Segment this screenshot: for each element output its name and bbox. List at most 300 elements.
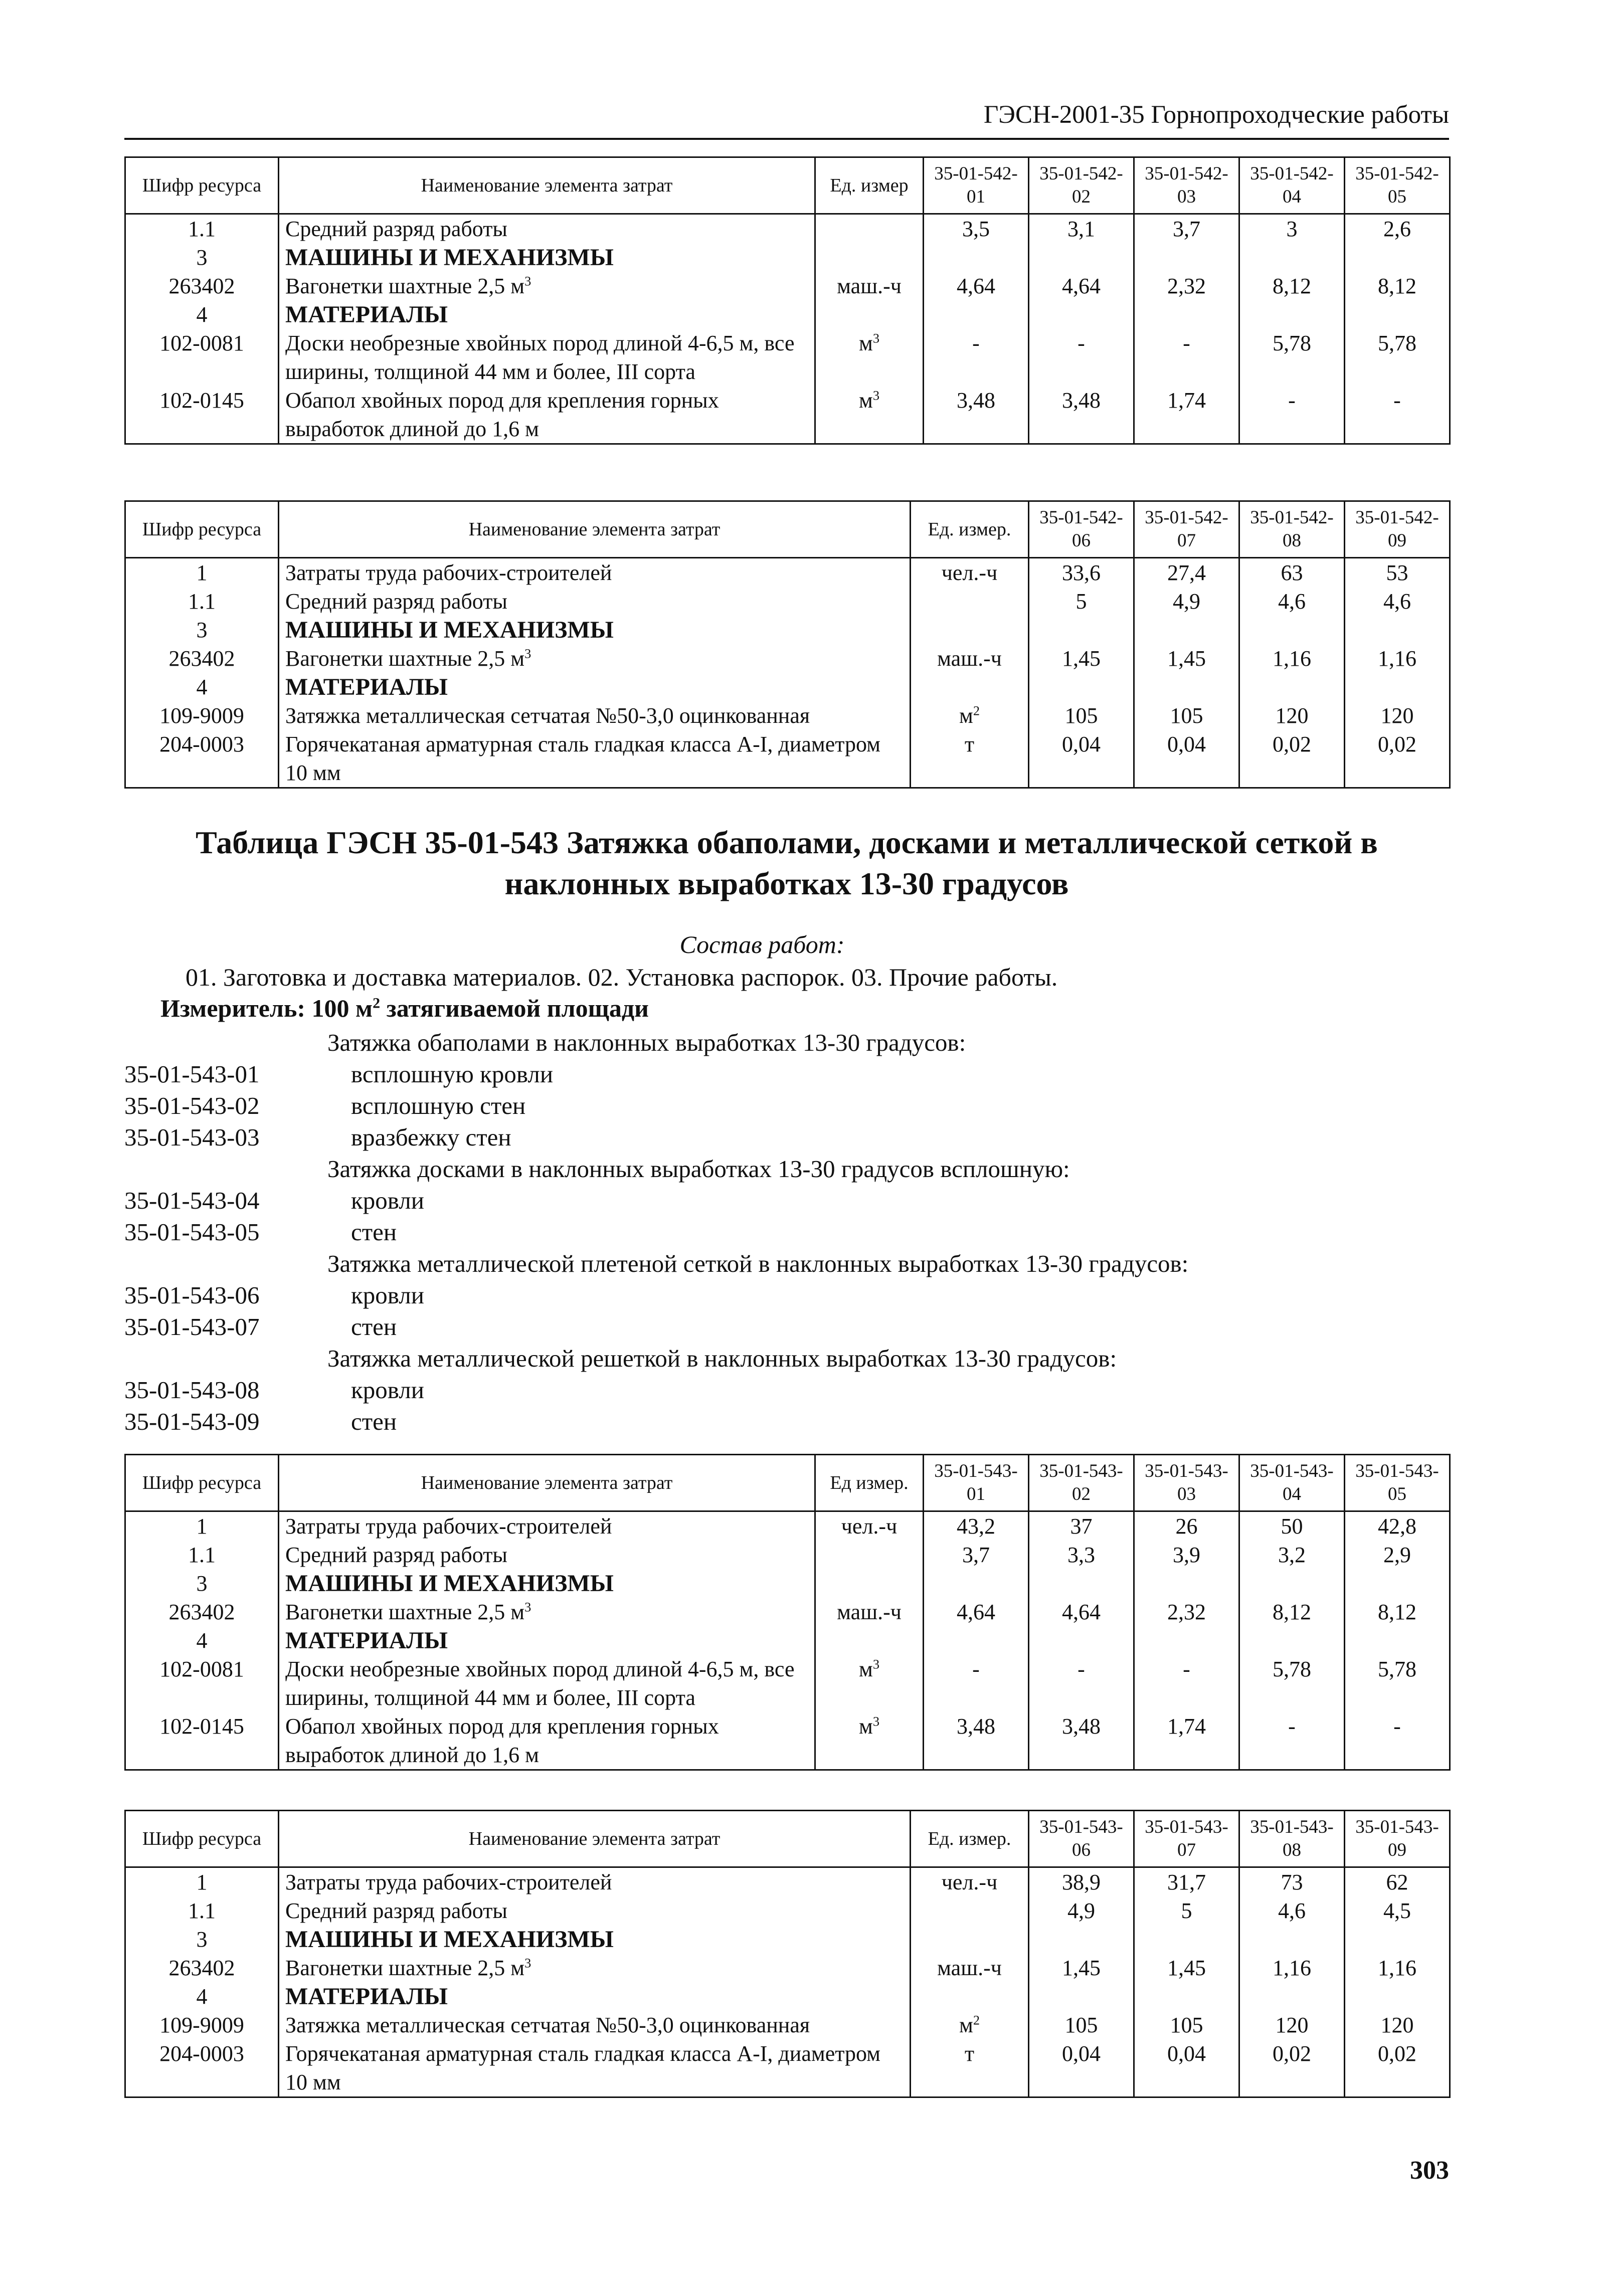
value-cell <box>1239 1982 1345 2011</box>
resource-name <box>279 1655 815 1712</box>
table-row <box>125 1511 1450 1541</box>
table-row <box>125 1598 1450 1626</box>
resource-code: 4 <box>125 673 279 701</box>
value-cell: 105 <box>1029 2011 1134 2039</box>
variant-text: вразбежку стен <box>351 1123 511 1151</box>
resource-code: 102-0145 <box>125 386 279 444</box>
value-cell: 8,12 <box>1239 1598 1345 1626</box>
unit-cell <box>911 616 1029 644</box>
table-row <box>125 730 1450 788</box>
unit-cell: маш.-ч <box>911 644 1029 673</box>
value-cell: - <box>1239 386 1345 444</box>
variant-item <box>124 1374 1449 1406</box>
table-row <box>125 1954 1450 1982</box>
superscript: 3 <box>872 1656 880 1672</box>
resource-code: 1.1 <box>125 1896 279 1925</box>
variant-text: кровли <box>351 1376 424 1404</box>
table-title: Таблица ГЭСН 35-01-543 Затяжка обаполами, досками и металлической сеткой в наклонных выработках 13-30 градусов <box>196 825 1378 901</box>
resource-name-text: Доски необрезные хвойных пород длиной 4-6,5 м, все ширины, толщиной 44 мм и более, III сорта <box>285 1657 795 1710</box>
unit-cell <box>911 1896 1029 1925</box>
resource-code: 102-0081 <box>125 329 279 386</box>
col-header-variant: 35-01-543-03 <box>1134 1455 1239 1511</box>
resource-code: 263402 <box>125 272 279 300</box>
value-cell <box>1345 1982 1450 2011</box>
resource-code: 4 <box>125 1982 279 2011</box>
value-cell: 1,74 <box>1134 1712 1239 1770</box>
resource-name-text: Вагонетки шахтные 2,5 м <box>285 274 525 298</box>
resource-code: 1 <box>125 1511 279 1541</box>
resource-name-text: Средний разряд работы <box>285 589 507 614</box>
unit-text: м <box>858 1657 873 1681</box>
group-row <box>125 673 1450 701</box>
group-heading: МАШИНЫ И МЕХАНИЗМЫ <box>279 616 911 644</box>
value-cell <box>1134 1982 1239 2011</box>
unit-text: м <box>959 2013 973 2037</box>
value-cell <box>1239 616 1345 644</box>
value-cell: - <box>1029 329 1134 386</box>
value-cell: 8,12 <box>1239 272 1345 300</box>
group-row <box>125 616 1450 644</box>
value-cell: 105 <box>1134 701 1239 730</box>
variant-code: 35-01-543-09 <box>124 1408 260 1435</box>
value-cell <box>924 1626 1029 1655</box>
value-cell: 33,6 <box>1029 558 1134 588</box>
resource-code: 102-0145 <box>125 1712 279 1770</box>
value-cell: 0,02 <box>1345 730 1450 788</box>
group-heading: МАТЕРИАЛЫ <box>279 1982 911 2011</box>
variant-item <box>124 1058 1449 1090</box>
col-header-variant: 35-01-542-03 <box>1134 157 1239 214</box>
value-cell <box>1134 1925 1239 1954</box>
resource-name <box>279 1896 911 1925</box>
variant-item <box>124 1090 1449 1121</box>
variant-text: стен <box>351 1313 397 1341</box>
value-cell <box>1345 1569 1450 1598</box>
resource-name-text: Вагонетки шахтные 2,5 м <box>285 1600 525 1624</box>
superscript: 3 <box>524 273 531 289</box>
superscript: 3 <box>524 646 531 661</box>
group-heading: МАТЕРИАЛЫ <box>279 300 815 329</box>
variant-group-text: Затяжка металлической решеткой в наклонных выработках 13-30 градусов: <box>327 1345 1117 1372</box>
variant-code: 35-01-543-08 <box>124 1376 260 1404</box>
superscript: 3 <box>524 1599 531 1615</box>
variant-item <box>124 1279 1449 1311</box>
value-cell: 4,9 <box>1029 1896 1134 1925</box>
col-header-unit: Ед измер. <box>815 1455 924 1511</box>
value-cell: 26 <box>1134 1511 1239 1541</box>
variant-text: кровли <box>351 1281 424 1309</box>
value-cell <box>1239 673 1345 701</box>
value-cell: 4,5 <box>1345 1896 1450 1925</box>
value-cell <box>1239 1569 1345 1598</box>
resource-code: 4 <box>125 1626 279 1655</box>
col-header-code: Шифр ресурса <box>125 157 279 214</box>
col-header-variant: 35-01-542-02 <box>1029 157 1134 214</box>
variant-group-heading <box>124 1343 1449 1374</box>
value-cell: 3,48 <box>924 386 1029 444</box>
value-cell: 0,02 <box>1345 2039 1450 2097</box>
value-cell: 3,2 <box>1239 1541 1345 1569</box>
table-row <box>125 587 1450 616</box>
table-row <box>125 214 1450 244</box>
value-cell: 73 <box>1239 1867 1345 1897</box>
table-row <box>125 1867 1450 1897</box>
resource-name <box>279 214 815 244</box>
resource-name <box>279 2011 911 2039</box>
header-rule <box>124 138 1449 140</box>
col-header-code: Шифр ресурса <box>125 1811 279 1867</box>
table-row <box>125 272 1450 300</box>
resource-name-text: Затяжка металлическая сетчатая №50-3,0 оцинкованная <box>285 703 810 728</box>
resource-name-text: Горячекатаная арматурная сталь гладкая класса А-I, диаметром 10 мм <box>285 2041 881 2094</box>
value-cell: 4,64 <box>1029 272 1134 300</box>
value-cell: 4,6 <box>1239 1896 1345 1925</box>
value-cell: 8,12 <box>1345 272 1450 300</box>
variant-code: 35-01-543-05 <box>124 1218 260 1246</box>
col-header-unit: Ед. измер. <box>911 1811 1029 1867</box>
unit-cell <box>815 1626 924 1655</box>
resource-name-text: Затраты труда рабочих-строителей <box>285 560 612 585</box>
table-row <box>125 1655 1450 1712</box>
value-cell: - <box>1239 1712 1345 1770</box>
variant-item <box>124 1406 1449 1437</box>
group-row <box>125 1982 1450 2011</box>
unit-text: м <box>959 703 973 728</box>
col-header-variant: 35-01-543-01 <box>924 1455 1029 1511</box>
value-cell: 2,6 <box>1345 214 1450 244</box>
value-cell <box>1134 616 1239 644</box>
value-cell <box>1134 243 1239 272</box>
value-cell <box>1029 673 1134 701</box>
col-header-unit: Ед. измер <box>815 157 924 214</box>
value-cell <box>1345 616 1450 644</box>
value-cell: 3 <box>1239 214 1345 244</box>
value-cell: 0,04 <box>1029 2039 1134 2097</box>
value-cell: 53 <box>1345 558 1450 588</box>
group-heading: МАТЕРИАЛЫ <box>279 1626 815 1655</box>
meter-line <box>160 994 649 1023</box>
col-header-variant: 35-01-542-09 <box>1345 501 1450 558</box>
col-header-variant: 35-01-542-08 <box>1239 501 1345 558</box>
resource-name-text: Доски необрезные хвойных пород длиной 4-6,5 м, все ширины, толщиной 44 мм и более, III сорта <box>285 331 795 384</box>
resource-table-543-a <box>124 1454 1451 1771</box>
unit-cell <box>815 386 924 444</box>
resource-name-text: Средний разряд работы <box>285 1898 507 1923</box>
col-header-variant: 35-01-542-05 <box>1345 157 1450 214</box>
resource-name <box>279 272 815 300</box>
col-header-variant: 35-01-543-05 <box>1345 1455 1450 1511</box>
resource-table-543-b <box>124 1810 1451 2098</box>
value-cell: - <box>1134 1655 1239 1712</box>
value-cell <box>1029 1982 1134 2011</box>
resource-code: 1 <box>125 558 279 588</box>
superscript: 3 <box>872 1713 880 1729</box>
unit-cell <box>815 1712 924 1770</box>
value-cell <box>1029 243 1134 272</box>
resource-name-text: Обапол хвойных пород для крепления горных выработок длиной до 1,6 м <box>285 388 719 441</box>
value-cell: 120 <box>1239 2011 1345 2039</box>
unit-cell <box>911 701 1029 730</box>
unit-cell: чел.-ч <box>911 558 1029 588</box>
value-cell: - <box>1345 386 1450 444</box>
resource-name <box>279 1867 911 1897</box>
unit-cell: чел.-ч <box>911 1867 1029 1897</box>
col-header-code: Шифр ресурса <box>125 1455 279 1511</box>
table-row <box>125 701 1450 730</box>
value-cell: 120 <box>1345 701 1450 730</box>
variant-code: 35-01-543-01 <box>124 1060 260 1088</box>
table-row <box>125 386 1450 444</box>
value-cell: 3,48 <box>1029 1712 1134 1770</box>
value-cell: 5,78 <box>1345 329 1450 386</box>
variant-code: 35-01-543-07 <box>124 1313 260 1341</box>
resource-code: 102-0081 <box>125 1655 279 1712</box>
unit-text: м <box>858 331 873 355</box>
group-row <box>125 1569 1450 1598</box>
unit-cell <box>815 1655 924 1712</box>
value-cell: 4,9 <box>1134 587 1239 616</box>
value-cell: 1,16 <box>1345 1954 1450 1982</box>
table-row <box>125 2039 1450 2097</box>
value-cell: 4,6 <box>1239 587 1345 616</box>
col-header-unit: Ед. измер. <box>911 501 1029 558</box>
unit-cell <box>911 587 1029 616</box>
group-row <box>125 243 1450 272</box>
resource-code: 1.1 <box>125 587 279 616</box>
value-cell: 43,2 <box>924 1511 1029 1541</box>
value-cell <box>924 243 1029 272</box>
resource-table-542-a <box>124 156 1451 445</box>
variant-group-text: Затяжка обаполами в наклонных выработках 13-30 градусов: <box>327 1029 966 1056</box>
resource-name-text: Обапол хвойных пород для крепления горных выработок длиной до 1,6 м <box>285 1714 719 1767</box>
value-cell: 0,04 <box>1134 2039 1239 2097</box>
group-heading: МАШИНЫ И МЕХАНИЗМЫ <box>279 1925 911 1954</box>
resource-name-text: Затяжка металлическая сетчатая №50-3,0 оцинкованная <box>285 2013 810 2037</box>
value-cell: 5,78 <box>1239 329 1345 386</box>
meter-label: Измеритель: <box>160 994 306 1022</box>
value-cell: 38,9 <box>1029 1867 1134 1897</box>
col-header-variant: 35-01-543-06 <box>1029 1811 1134 1867</box>
resource-name-text: Вагонетки шахтные 2,5 м <box>285 646 525 671</box>
resource-code: 3 <box>125 243 279 272</box>
resource-code: 263402 <box>125 644 279 673</box>
value-cell <box>1134 673 1239 701</box>
value-cell: - <box>924 1655 1029 1712</box>
value-cell: 50 <box>1239 1511 1345 1541</box>
resource-code: 3 <box>125 1925 279 1954</box>
value-cell: - <box>1134 329 1239 386</box>
value-cell <box>1345 1626 1450 1655</box>
resource-code: 109-9009 <box>125 2011 279 2039</box>
variant-group-heading <box>124 1248 1449 1279</box>
value-cell: 2,32 <box>1134 1598 1239 1626</box>
value-cell: 0,04 <box>1029 730 1134 788</box>
table-row <box>125 1896 1450 1925</box>
value-cell: 0,02 <box>1239 2039 1345 2097</box>
value-cell: - <box>1345 1712 1450 1770</box>
value-cell: 62 <box>1345 1867 1450 1897</box>
value-cell: 0,04 <box>1134 730 1239 788</box>
group-heading: МАТЕРИАЛЫ <box>279 673 911 701</box>
group-row <box>125 1626 1450 1655</box>
resource-code: 1.1 <box>125 214 279 244</box>
value-cell: 3,5 <box>924 214 1029 244</box>
resource-name <box>279 1712 815 1770</box>
value-cell <box>924 1569 1029 1598</box>
value-cell <box>1239 243 1345 272</box>
value-cell: 27,4 <box>1134 558 1239 588</box>
value-cell: 3,7 <box>1134 214 1239 244</box>
value-cell <box>1029 616 1134 644</box>
variant-list <box>124 1027 1449 1437</box>
value-cell: 1,74 <box>1134 386 1239 444</box>
resource-code: 3 <box>125 616 279 644</box>
value-cell: 120 <box>1345 2011 1450 2039</box>
value-cell: 42,8 <box>1345 1511 1450 1541</box>
resource-name-text: Средний разряд работы <box>285 217 507 241</box>
col-header-name: Наименование элемента затрат <box>279 1811 911 1867</box>
resource-name <box>279 329 815 386</box>
variant-text: стен <box>351 1218 397 1246</box>
resource-name <box>279 1954 911 1982</box>
variant-text: всплошную кровли <box>351 1060 554 1088</box>
unit-cell: т <box>911 730 1029 788</box>
value-cell: 31,7 <box>1134 1867 1239 1897</box>
superscript: 3 <box>524 1955 531 1971</box>
value-cell <box>1029 1626 1134 1655</box>
group-heading: МАШИНЫ И МЕХАНИЗМЫ <box>279 243 815 272</box>
resource-code: 1 <box>125 1867 279 1897</box>
col-header-variant: 35-01-543-02 <box>1029 1455 1134 1511</box>
value-cell <box>1134 1626 1239 1655</box>
resource-name-text: Затраты труда рабочих-строителей <box>285 1870 612 1894</box>
value-cell: 1,45 <box>1029 644 1134 673</box>
unit-cell: маш.-ч <box>815 272 924 300</box>
resource-name <box>279 701 911 730</box>
variant-text: кровли <box>351 1187 424 1214</box>
value-cell <box>1239 1925 1345 1954</box>
composition-text: 01. Заготовка и доставка материалов. 02. Установка распорок. 03. Прочие работы. <box>186 963 1058 991</box>
col-header-variant: 35-01-543-07 <box>1134 1811 1239 1867</box>
resource-name <box>279 644 911 673</box>
value-cell: 0,02 <box>1239 730 1345 788</box>
value-cell: 1,45 <box>1134 644 1239 673</box>
value-cell <box>1134 300 1239 329</box>
resource-table-542-b <box>124 500 1451 789</box>
unit-text: м <box>858 1714 873 1739</box>
value-cell: 1,45 <box>1134 1954 1239 1982</box>
value-cell <box>1345 673 1450 701</box>
page-number: 303 <box>1410 2156 1449 2185</box>
resource-code: 204-0003 <box>125 2039 279 2097</box>
value-cell: 4,64 <box>1029 1598 1134 1626</box>
value-cell: 5 <box>1134 1896 1239 1925</box>
value-cell: 3,7 <box>924 1541 1029 1569</box>
value-cell <box>1134 1569 1239 1598</box>
col-header-name: Наименование элемента затрат <box>279 501 911 558</box>
value-cell: 4,6 <box>1345 587 1450 616</box>
resource-name <box>279 2039 911 2097</box>
resource-name <box>279 558 911 588</box>
unit-cell <box>815 1569 924 1598</box>
col-header-variant: 35-01-543-08 <box>1239 1811 1345 1867</box>
value-cell: 105 <box>1134 2011 1239 2039</box>
variant-item <box>124 1185 1449 1216</box>
resource-code: 3 <box>125 1569 279 1598</box>
value-cell <box>1345 300 1450 329</box>
resource-name <box>279 386 815 444</box>
resource-name <box>279 1541 815 1569</box>
value-cell: 4,64 <box>924 1598 1029 1626</box>
value-cell: 4,64 <box>924 272 1029 300</box>
group-row <box>125 1925 1450 1954</box>
value-cell <box>924 300 1029 329</box>
variant-group-heading <box>124 1153 1449 1185</box>
resource-code: 263402 <box>125 1954 279 1982</box>
resource-code: 4 <box>125 300 279 329</box>
unit-cell: чел.-ч <box>815 1511 924 1541</box>
value-cell <box>1345 243 1450 272</box>
value-cell: 1,16 <box>1239 1954 1345 1982</box>
variant-text: стен <box>351 1408 397 1435</box>
table-row <box>125 1712 1450 1770</box>
resource-code: 1.1 <box>125 1541 279 1569</box>
value-cell: 63 <box>1239 558 1345 588</box>
superscript: 3 <box>872 388 880 403</box>
composition-label: Состав работ: <box>679 930 845 959</box>
value-cell: 1,45 <box>1029 1954 1134 1982</box>
resource-code: 109-9009 <box>125 701 279 730</box>
table-row <box>125 558 1450 588</box>
value-cell <box>1029 1925 1134 1954</box>
group-heading: МАШИНЫ И МЕХАНИЗМЫ <box>279 1569 815 1598</box>
variant-code: 35-01-543-02 <box>124 1092 260 1119</box>
variant-group-text: Затяжка досками в наклонных выработках 13-30 градусов всплошную: <box>327 1155 1070 1183</box>
unit-cell <box>815 214 924 244</box>
variant-item <box>124 1121 1449 1153</box>
value-cell: 5,78 <box>1239 1655 1345 1712</box>
resource-name <box>279 730 911 788</box>
unit-cell <box>911 1925 1029 1954</box>
meter-value: 100 $м^2$ затягиваемой площади <box>311 994 649 1022</box>
unit-cell <box>815 300 924 329</box>
value-cell: 1,16 <box>1239 644 1345 673</box>
resource-name-text: Средний разряд работы <box>285 1543 507 1567</box>
group-row <box>125 300 1450 329</box>
page-header: ГЭСН-2001-35 Горнопроходческие работы <box>983 101 1449 129</box>
value-cell: 105 <box>1029 701 1134 730</box>
value-cell: 5,78 <box>1345 1655 1450 1712</box>
value-cell: 8,12 <box>1345 1598 1450 1626</box>
unit-cell <box>911 1982 1029 2011</box>
value-cell <box>1239 300 1345 329</box>
unit-cell: маш.-ч <box>815 1598 924 1626</box>
value-cell: 1,16 <box>1345 644 1450 673</box>
resource-name-text: Затраты труда рабочих-строителей <box>285 1514 612 1539</box>
variant-code: 35-01-543-03 <box>124 1123 260 1151</box>
resource-code: 204-0003 <box>125 730 279 788</box>
unit-cell: маш.-ч <box>911 1954 1029 1982</box>
variant-group-heading <box>124 1027 1449 1058</box>
value-cell: 37 <box>1029 1511 1134 1541</box>
variant-group-text: Затяжка металлической плетеной сеткой в наклонных выработках 13-30 градусов: <box>327 1250 1189 1277</box>
unit-cell <box>911 2011 1029 2039</box>
value-cell: 3,48 <box>924 1712 1029 1770</box>
unit-cell <box>911 673 1029 701</box>
value-cell: - <box>924 329 1029 386</box>
col-header-variant: 35-01-542-01 <box>924 157 1029 214</box>
unit-cell <box>815 243 924 272</box>
